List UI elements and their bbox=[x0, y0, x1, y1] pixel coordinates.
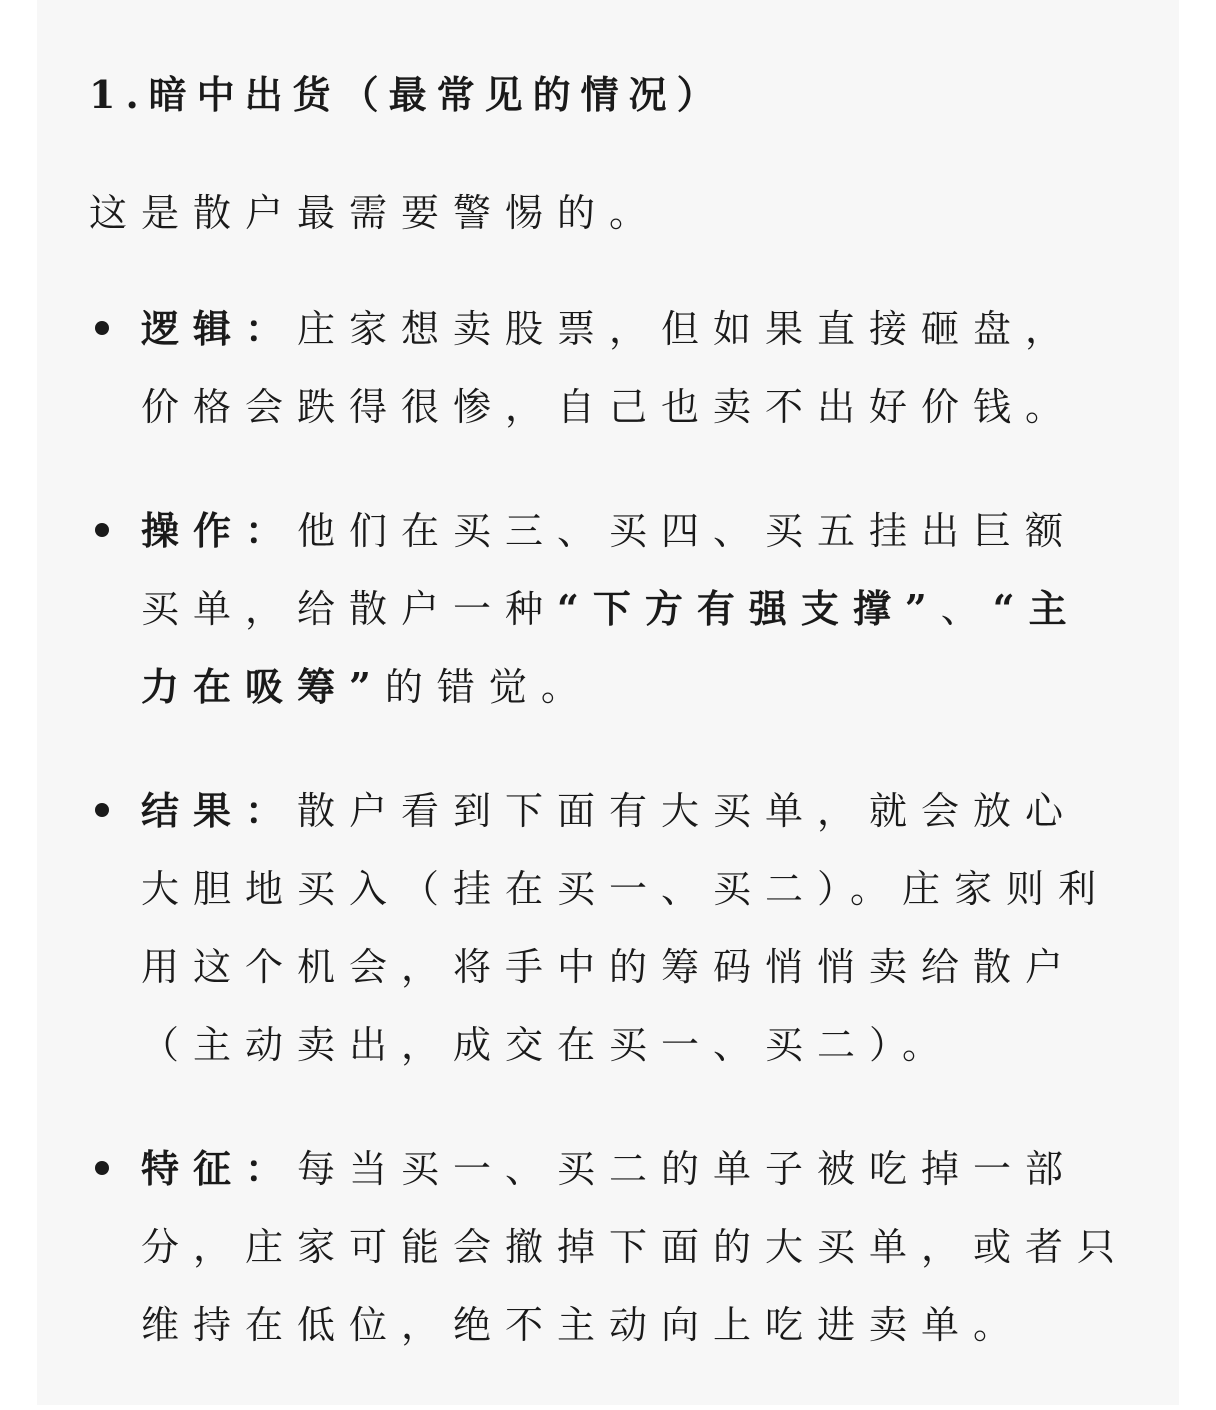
bullet-label: 操作： bbox=[141, 508, 298, 553]
bullet-text: 散户看到下面有大买单，就会放心大胆地买入（挂在买一、买二）。庄家则利用这个机会，将手中的筹码悄悄卖给散户（主动卖出，成交在买一、买二）。 bbox=[141, 789, 1111, 1067]
bullet-label: 逻辑： bbox=[141, 306, 298, 351]
bullet-text: 他们在买三、买四、买五挂出巨额买单，给散户一种 bbox=[141, 509, 1078, 631]
bullet-dot-icon bbox=[95, 803, 109, 817]
bullet-list bbox=[89, 290, 1129, 1364]
emphasis-phrase: “下方有强支撑” bbox=[557, 586, 941, 631]
article-card bbox=[37, 0, 1179, 1405]
bullet-dot-icon bbox=[95, 1161, 109, 1175]
bullet-text: 的错觉。 bbox=[384, 665, 593, 709]
intro-paragraph: 这是散户最需要警惕的。 bbox=[89, 191, 662, 235]
emphasis-phrase: “主力在吸筹” bbox=[141, 586, 1081, 709]
bullet-result bbox=[89, 772, 1129, 1084]
bullet-logic bbox=[89, 290, 1129, 446]
bullet-label: 特征： bbox=[141, 1146, 298, 1191]
bullet-feature bbox=[89, 1130, 1129, 1364]
bullet-dot-icon bbox=[95, 321, 109, 335]
bullet-operation bbox=[89, 492, 1129, 726]
bullet-text: 每当买一、买二的单子被吃掉一部分，庄家可能会撤掉下面的大买单，或者只维持在低位，绝不主动向上吃进卖单。 bbox=[141, 1147, 1130, 1347]
section-heading: 1.暗中出货（最常见的情况） bbox=[89, 72, 725, 117]
bullet-text: 庄家想卖股票，但如果直接砸盘，价格会跌得很惨，自己也卖不出好价钱。 bbox=[141, 307, 1078, 429]
bullet-dot-icon bbox=[95, 523, 109, 537]
bullet-text: 、 bbox=[940, 587, 993, 631]
bullet-label: 结果： bbox=[141, 788, 298, 833]
article-content bbox=[89, 62, 1129, 1410]
